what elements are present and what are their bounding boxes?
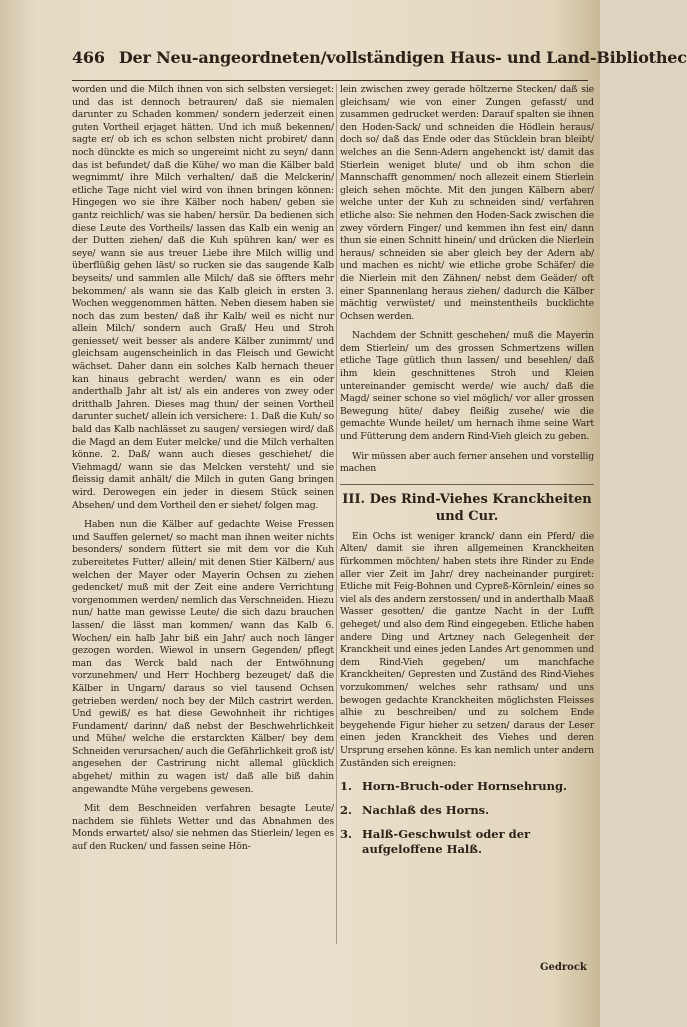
right-paragraph-2: Nachdem der Schnitt geschehen/ muß die Mayerin dem Stierlein/ um des grossen Schmertzens willen etliche Tage gütlich thun lassen/ und besehlen/ daß ihm klein geschnittenes Stroh und Kleien untereinander gemischt werde/ wie auch/ daß die Magd/ seiner schone so viel möglich/ vor aller grossen Bewegung hüte/ dabey fleißig zusehe/ wie die gemachte Wunde heilet/ um hernach ihme seine Wart und Fütterung dem andern Rind-Vieh gleich zu geben.: [340, 330, 594, 443]
right-column: [340, 84, 594, 857]
catchword: Gedrock: [540, 962, 587, 973]
right-paragraph-3: Wir müssen aber auch ferner ansehen und vorstellig machen: [340, 450, 594, 475]
section-paragraph: Ein Ochs ist weniger kranck/ dann ein Pferd/ die Alten/ damit sie ihren allgemeinen Kranckheiten fürkommen möchten/ haben stets ihre Rinder zu Ende aller vier Zeit im Jahr/ drey nacheinander purgiret: Etliche mit Feig-Bohnen und Cypreß-Körnlein/ eines so viel als des andern zerstossen/ und in anderthalb Maaß Wasser gesotten/ die gantze Nacht in der Lufft geheget/ und also dem Rind eingegeben. Etliche haben andere Ding und Artzney nach Gelegenheit der Kranckheit und eines jeden Landes Art genommen und dem Rind-Vieh gegeben/ um manchfache Kranckheiten/ Gepresten und Zuständ des Rind-Viehes vorzukommen/ welches sehr rathsam/ und uns bewogen gedachte Kranckheiten möglichsten Fleisses alhie zu beschreiben/ und zu solchem Ende beygehende Figur hieher zu setzen/ daraus der Leser einen jeden Kranckheit des Viehes und deren Ursprung ersehen könne. Es kan nemlich unter andern Zuständen sich ereignen:: [340, 530, 594, 769]
list-item: [340, 827, 594, 857]
left-paragraph-2: Haben nun die Kälber auf gedachte Weise Fressen und Sauffen gelernet/ so macht man ihnen weiter nichts besonders/ sondern füttert sie mit dem vor die Kuh zubereitetes Futter/ allein/ mit denen Stier Kälbern/ aus welchen der Mayer oder Mayerin Ochsen zu ziehen gedencket/ muß mit der Zeit eine andere Verrichtung vorgenommen werden/ nemlich das Verschneiden. Hiezu nun/ hatte man gewisse Leute/ die sich dazu brauchen lassen/ die lässt man kommen/ wann das Kalb 6. Wochen/ ein halb Jahr biß ein Jahr/ auch noch länger gezogen worden. Wiewol in unsern Gegenden/ pflegt man das Werck bald nach der Entwöhnung vorzunehmen/ und Herr Hochberg bezeuget/ daß die Kälber in Ungarn/ daraus so viel tausend Ochsen getrieben werden/ noch bey der Milch castrirt werden. Und gewiß/ es hat diese Gewohnheit ihr richtiges Fundament/ darinn/ daß nebst der Beschwehrlichkeit und Mühe/ welche die erstarckten Kälber/ bey dem Schneiden verursachen/ auch die Gefährlichkeit groß ist/ angesehen der Castrirung nicht allemal glücklich abgehet/ mithin zu wagen ist/ daß alle biß dahin angewandte Mühe vergebens gewesen.: [72, 519, 334, 795]
left-column: [72, 84, 334, 854]
page-number: 466: [72, 48, 105, 67]
section-rule: [340, 484, 594, 485]
header-rule: [72, 80, 588, 81]
right-paragraph-1: lein zwischen zwey gerade höltzerne Stecken/ daß sie gleichsam/ wie von einer Zungen gefasst/ und zusammen gedrucket werden: Darauf spalten sie ihnen den Hoden-Sack/ und schneiden die Hödlein heraus/ doch so/ daß das Ende oder das Stücklein bran bleibt/ welches an die Senn-Adern angehenckt ist/ damit das Stierlein weniget blute/ und ob ihm schon die Mannschafft genommen/ noch allezeit einem Stierlein gleich sehen möchte. Mit den jungen Kälbern aber/ welche unter der Kuh zu schneiden sind/ verfahren etliche also: Sie nehmen den Hoden-Sack zwischen die zwey vördern Finger/ und kemmen ihn fest ein/ dann thun sie einen Schnitt hinein/ und drücken die Nierlein heraus/ schneiden sie aber gleich bey der Adern ab/ und machen es nicht/ wie etliche grobe Schäfer/ die die Nierlein mit den Zähnen/ nebst dem Geäder/ oft einer Spannenlang heraus ziehen/ dadurch die Kälber mächtig verwüstet/ und meinstentheils bucklichte Ochsen werden.: [340, 84, 594, 322]
list-item-number: 3.: [340, 827, 353, 842]
list-item-number: 2.: [340, 803, 353, 818]
page-header: [72, 48, 687, 67]
list-item-number: 1.: [340, 779, 353, 794]
list-item-text: Halß-Geschwulst oder der aufgeloffene Halß.: [362, 827, 531, 857]
list-item: [340, 803, 594, 818]
left-paragraph-3: Mit dem Beschneiden verfahren besagte Leute/ nachdem sie fühlets Wetter und das Abnahmen des Monds erwartet/ also/ sie nehmen das Stierlein/ legen es auf den Rucken/ und fassen seine Hön-: [72, 803, 334, 853]
left-paragraph-1: worden und die Milch ihnen von sich selbsten versieget: und das ist dennoch betrauren/ daß sie niemalen darunter zu Schaden kommen/ sondern jederzeit einen guten Vortheil erjaget hätten. Und ich muß bekennen/ sagte er/ ob ich es schon selbsten nicht probiret/ dann noch dünckte es mich so ungereimt nicht zu seyn/ dann das ist befundet/ daß die Kühe/ wo man die Kälber bald wegnimmt/ ihre Milch verhalten/ daß die Melckerin/ etliche Tage nicht viel wird von ihnen bringen können: Hingegen wo sie ihre Kälber noch haben/ geben sie gantz reichlich/ was sie haben/ hersür. Da bedienen sich diese Leute des Vortheils/ lassen das Kalb ein wenig an der Dutten ziehen/ daß die Kuh spühren kan/ wer es seye/ wann sie aus treuer Liebe ihre Milch willig und überflüßig gehen läst/ so rucken sie das saugende Kalb beyseits/ und sammlen alle Milch/ daß sie öffters mehr bekommen/ als wann sie das Kalb gleich in ersten 3. Wochen weggenommen hätten. Neben diesem haben sie noch das zum besten/ daß ihr Kalb/ weil es nicht nur allein Milch/ sondern auch Graß/ Heu und Stroh geniesset/ weit besser als andere Kälber zunimmt/ und gleichsam augenscheinlich in das Fleisch und Gewicht wächset. Daher dann ein solches Kalb hernach theuer kan hinaus gebracht werden/ wann es ein oder anderthalb Jahr alt ist/ als ein anderes von zwey oder dritthalb Jahren. Dieses mag thun/ der seinen Vortheil darunter suchet/ allein ich versichere: 1. Daß die Kuh/ so bald das Kalb nachlässet zu saugen/ versiegen wird/ daß die Magd an dem Euter melcke/ und die Milch verhalten könne. 2. Daß/ wann auch dieses geschiehet/ die Viehmagd/ wann sie das Melcken versteht/ und sie fleissig damit anhält/ die Milch in guten Gang bringen wird. Derowegen ein jeder in diesem Stück seinen Absehen/ und dem Vortheil den er siehet/ folgen mag.: [72, 84, 334, 511]
list-item-text: Nachlaß des Horns.: [362, 803, 490, 818]
running-title: Der Neu-angeordneten/vollständigen Haus- und Land-Bibliothec: [118, 48, 687, 67]
list-item-text: Horn-Bruch-oder Hornsehrung.: [362, 779, 568, 794]
list-item: [340, 779, 594, 794]
section-title: III. Des Rind-Viehes Kranckheiten und Cur.: [342, 491, 592, 524]
column-divider: [336, 84, 337, 944]
